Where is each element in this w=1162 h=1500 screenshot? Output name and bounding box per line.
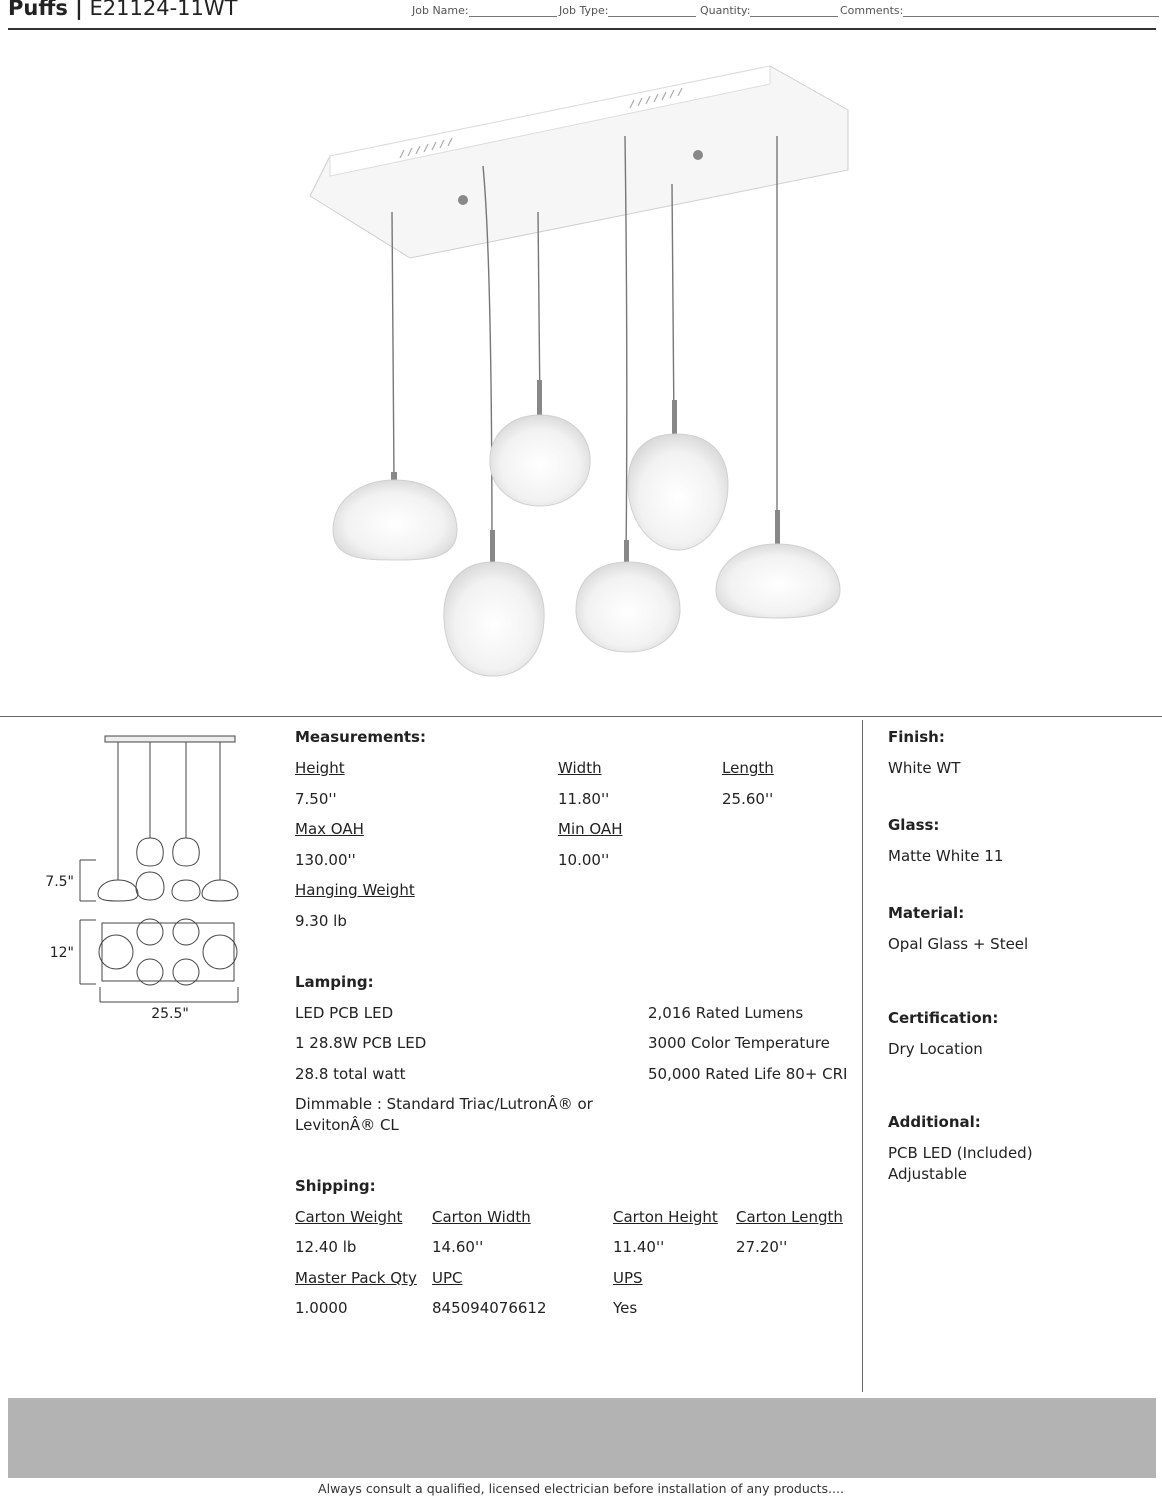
- job-type-field[interactable]: [559, 4, 696, 17]
- product-title: [8, 0, 238, 20]
- job-name-label: Job Name:: [412, 4, 469, 17]
- height-label: Height: [295, 759, 345, 777]
- carton-length-value: 27.20'': [736, 1238, 788, 1256]
- lamping-lumens: 2,016 Rated Lumens: [648, 1004, 804, 1022]
- dim-depth-label: 12": [49, 945, 74, 961]
- product-sku: E21124-11WT: [89, 0, 238, 20]
- lamping-color-temp: 3000 Color Temperature: [648, 1034, 830, 1052]
- measurements-title: Measurements:: [295, 728, 426, 746]
- lamping-type: LED PCB LED: [295, 1004, 394, 1022]
- section-divider: [0, 716, 1162, 717]
- material-value: Opal Glass + Steel: [888, 935, 1029, 953]
- spec-sheet-header: [8, 0, 1156, 30]
- glass-shade-4: [444, 530, 544, 676]
- certification-value: Dry Location: [888, 1040, 983, 1058]
- footer-bar: [8, 1398, 1156, 1478]
- carton-length-label: Carton Length: [736, 1208, 843, 1226]
- carton-weight-label: Carton Weight: [295, 1208, 403, 1226]
- quantity-label: Quantity:: [700, 4, 751, 17]
- job-type-label: Job Type:: [559, 4, 609, 17]
- width-label: Width: [558, 759, 602, 777]
- comments-field[interactable]: [840, 4, 1159, 17]
- additional-value-2: Adjustable: [888, 1165, 967, 1183]
- product-name: Puffs |: [8, 0, 83, 20]
- lamping-dimmable: Dimmable : Standard Triac/LutronÂ® or LevitonÂ® CL: [295, 1095, 593, 1134]
- min-oah-label: Min OAH: [558, 820, 623, 838]
- glass-shade-2: [490, 380, 590, 506]
- glass-shade-1: [333, 472, 457, 560]
- length-value: 25.60'': [722, 790, 774, 808]
- glass-value: Matte White 11: [888, 847, 1004, 865]
- finish-value: White WT: [888, 759, 961, 777]
- carton-height-label: Carton Height: [613, 1208, 718, 1226]
- material-title: Material:: [888, 904, 965, 922]
- carton-weight-value: 12.40 lb: [295, 1238, 357, 1256]
- max-oah-label: Max OAH: [295, 820, 364, 838]
- master-pack-value: 1.0000: [295, 1299, 348, 1317]
- carton-height-value: 11.40'': [613, 1238, 665, 1256]
- length-label: Length: [722, 759, 774, 777]
- shipping-title: Shipping:: [295, 1177, 376, 1195]
- dimension-drawing: [40, 730, 260, 1030]
- footer-disclaimer: Always consult a qualified, licensed electrician before installation of any products....: [318, 1481, 844, 1496]
- comments-label: Comments:: [840, 4, 904, 17]
- quantity-field[interactable]: [700, 4, 838, 17]
- lamping-wattage: 1 28.8W PCB LED: [295, 1034, 427, 1052]
- ups-value: Yes: [613, 1299, 638, 1317]
- lamping-total-watt: 28.8 total watt: [295, 1065, 406, 1083]
- carton-width-value: 14.60'': [432, 1238, 484, 1256]
- dim-height-label: 7.5": [45, 874, 74, 890]
- column-divider: [862, 720, 863, 1392]
- glass-title: Glass:: [888, 816, 940, 834]
- glass-shade-6: [716, 510, 840, 618]
- additional-value-1: PCB LED (Included): [888, 1144, 1033, 1162]
- lamping-rated-life: 50,000 Rated Life 80+ CRI: [648, 1065, 848, 1083]
- lamping-title: Lamping:: [295, 973, 374, 991]
- hanging-weight-label: Hanging Weight: [295, 881, 415, 899]
- job-name-field[interactable]: [412, 4, 557, 17]
- additional-title: Additional:: [888, 1113, 981, 1131]
- upc-value: 845094076612: [432, 1299, 547, 1317]
- dim-width-label: 25.5": [151, 1006, 189, 1022]
- min-oah-value: 10.00'': [558, 851, 610, 869]
- certification-title: Certification:: [888, 1009, 999, 1027]
- upc-label: UPC: [432, 1269, 463, 1287]
- width-value: 11.80'': [558, 790, 610, 808]
- glass-shade-5: [576, 540, 680, 652]
- hanging-weight-value: 9.30 lb: [295, 912, 347, 930]
- finish-title: Finish:: [888, 728, 945, 746]
- product-photo: [300, 60, 860, 700]
- carton-width-label: Carton Width: [432, 1208, 531, 1226]
- height-value: 7.50'': [295, 790, 337, 808]
- master-pack-label: Master Pack Qty: [295, 1269, 417, 1287]
- glass-shade-3: [628, 400, 728, 550]
- max-oah-value: 130.00'': [295, 851, 356, 869]
- ups-label: UPS: [613, 1269, 643, 1287]
